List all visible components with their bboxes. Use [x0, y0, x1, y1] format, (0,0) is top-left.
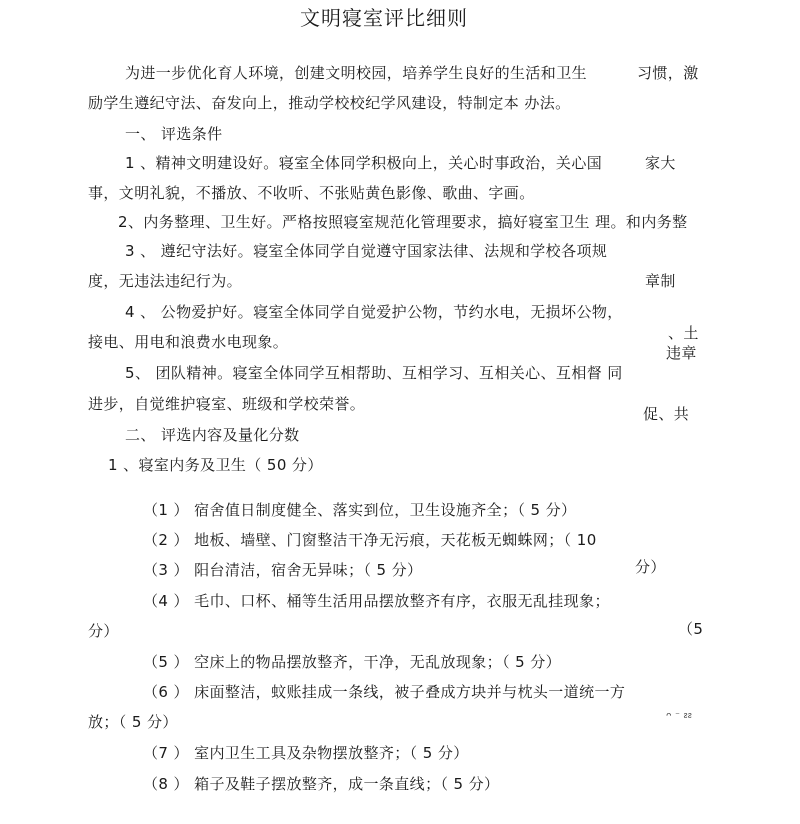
criteria-4-line-1: 4 、 公物爱护好。寝室全体同学自觉爱护公物，节约水电，无损坏公物，	[125, 303, 623, 321]
scoring-item-1: （1 ） 宿舍值日制度健全、落实到位，卫生设施齐全；（ 5 分）	[143, 501, 577, 519]
scoring-item-6-continuation: 放；（ 5 分）	[88, 713, 178, 731]
intro-line-2: 励学生遵纪守法、奋发向上，推动学校校纪学风建设，特制定本 办法。	[88, 94, 571, 112]
criteria-1-right: 家大	[645, 154, 676, 172]
scoring-item-4-right: （5	[678, 620, 704, 638]
criteria-3-line-1: 3 、 遵纪守法好。寝室全体同学自觉遵守国家法律、法规和学校各项规	[125, 242, 608, 260]
criteria-5-line-1: 5、 团队精神。寝室全体同学互相帮助、互相学习、互相关心、互相督 同	[125, 364, 623, 382]
scoring-item-6: （6 ） 床面整洁，蚊账挂成一条线，被子叠成方块并与枕头一道统一方	[143, 683, 626, 701]
criteria-1-line-1: 1 、精神文明建设好。寝室全体同学积极向上，关心时事政治，关心国	[125, 154, 603, 172]
subsection-1-heading: 1 、寝室内务及卫生（ 50 分）	[108, 456, 323, 474]
section-heading-2: 二、 评选内容及量化分数	[125, 426, 300, 444]
criteria-3-line-2: 度，无违法违纪行为。	[88, 272, 243, 290]
scoring-item-4: （4 ） 毛巾、口杯、桶等生活用品摆放整齐有序，衣服无乱挂现象；	[143, 592, 610, 610]
section-heading-1: 一、 评选条件	[125, 125, 223, 143]
criteria-4-line-2: 接电、用电和浪费水电现象。	[88, 333, 289, 351]
criteria-4-right-2: 违章	[666, 344, 697, 362]
intro-line-1-right: 习惯，激	[637, 64, 699, 82]
page-title: 文明寝室评比细则	[300, 6, 468, 30]
criteria-2-line-1: 2、内务整理、卫生好。严格按照寝室规范化管理要求，搞好寝室卫生 理。和内务整	[118, 213, 688, 231]
criteria-3-right: 章制	[645, 272, 676, 290]
criteria-4-right-1: 、土	[668, 324, 699, 342]
scoring-item-6-right-fragment: ᴖ ⁻ ᴤᴤ	[666, 711, 693, 721]
intro-line-1: 为进一步优化育人环境，创建文明校园，培养学生良好的生活和卫生	[125, 64, 588, 82]
scoring-item-3: （3 ） 阳台清洁，宿舍无异味；（ 5 分）	[143, 561, 423, 579]
scoring-item-2-continuation: 分）	[635, 558, 666, 576]
scoring-item-8: （8 ） 箱子及鞋子摆放整齐，成一条直线；（ 5 分）	[143, 775, 500, 793]
scoring-item-4-continuation: 分）	[88, 622, 119, 640]
criteria-1-line-2: 事，文明礼貌，不播放、不收听、不张贴黄色影像、歌曲、字画。	[88, 184, 535, 202]
scoring-item-7: （7 ） 室内卫生工具及杂物摆放整齐；（ 5 分）	[143, 744, 469, 762]
criteria-5-line-2: 进步，自觉维护寝室、班级和学校荣誉。	[88, 395, 366, 413]
scoring-item-2: （2 ） 地板、墙壁、门窗整洁干净无污痕，天花板无蜘蛛网；（ 10	[143, 531, 597, 549]
scoring-item-5: （5 ） 空床上的物品摆放整齐，干净，无乱放现象；（ 5 分）	[143, 653, 562, 671]
criteria-5-right: 促、共	[643, 405, 690, 423]
